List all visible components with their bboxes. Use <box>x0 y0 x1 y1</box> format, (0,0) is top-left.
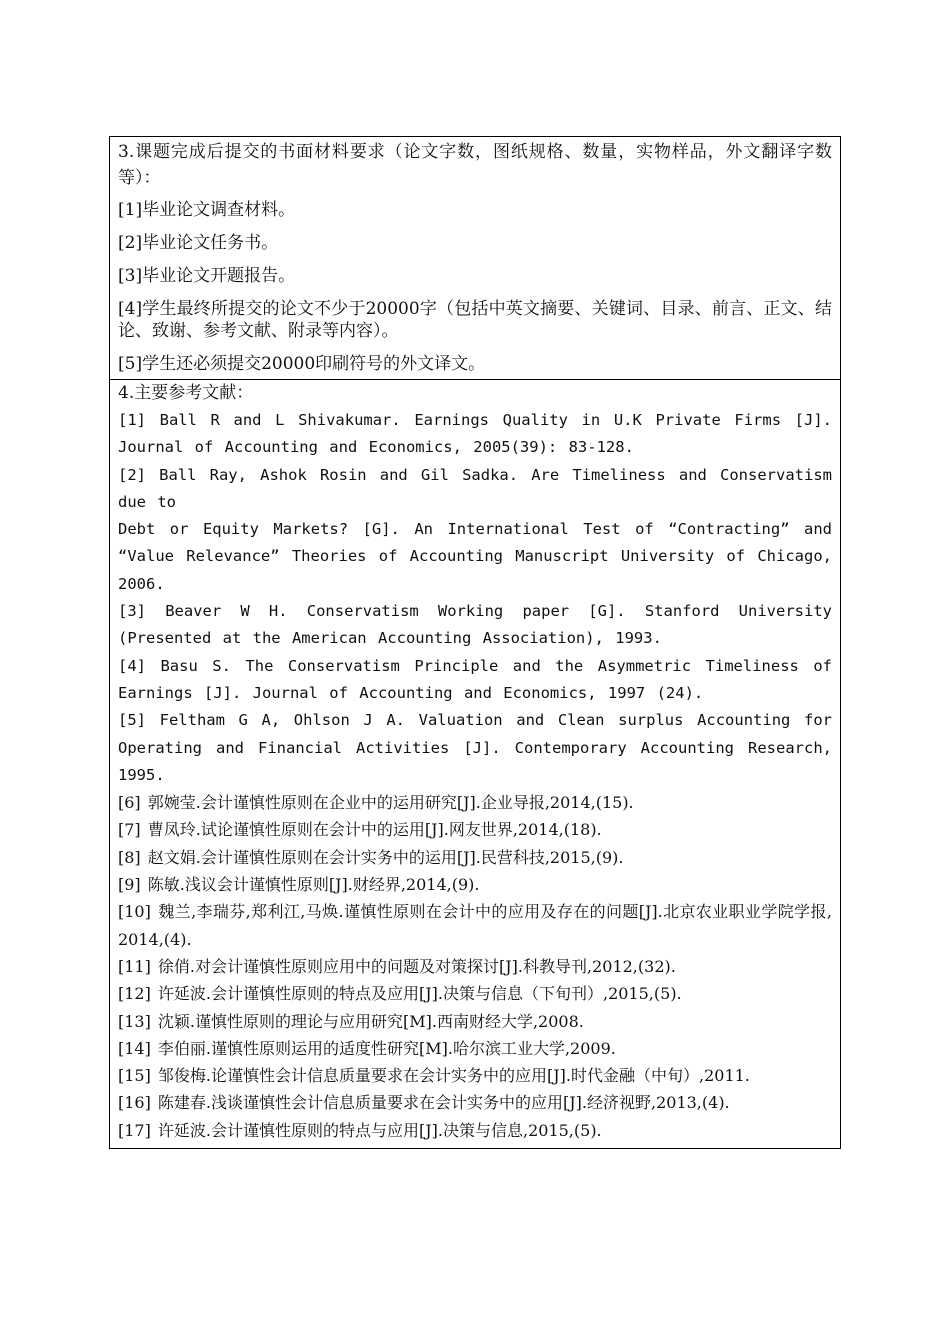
references-section <box>110 379 840 1148</box>
reference-item: Debt or Equity Markets? [G]. An International Test of “Contracting” and “Value Relevance” Theories of Accounting Manuscript University of Chicago, 2006. <box>118 520 832 593</box>
references-title: 4.主要参考文献： <box>118 383 254 403</box>
reference-item: [9] 陈敏.浅议会计谨慎性原则[J].财经界,2014,(9). <box>118 875 480 895</box>
requirement-item: [5]学生还必须提交20000印刷符号的外文译文。 <box>118 354 486 374</box>
reference-item: [6] 郭婉莹.会计谨慎性原则在企业中的运用研究[J].企业导报,2014,(15). <box>118 793 634 813</box>
reference-item: [7] 曹凤玲.试论谨慎性原则在会计中的运用[J].网友世界,2014,(18). <box>118 820 602 840</box>
form-table <box>109 136 841 1149</box>
reference-item: [4] Basu S. The Conservatism Principle and the Asymmetric Timeliness of Earnings [J]. Journal of Accounting and Economics, 1997 (24). <box>118 656 832 702</box>
reference-item: [14] 李伯丽.谨慎性原则运用的适度性研究[M].哈尔滨工业大学,2009. <box>118 1038 616 1058</box>
requirement-item: [3]毕业论文开题报告。 <box>118 266 296 286</box>
reference-item: [12] 许延波.会计谨慎性原则的特点及应用[J].决策与信息（下旬刊）,2015,(5). <box>118 984 682 1004</box>
reference-item: [17] 许延波.会计谨慎性原则的特点与应用[J].决策与信息,2015,(5). <box>118 1120 602 1140</box>
reference-item: [11] 徐俏.对会计谨慎性原则应用中的问题及对策探讨[J].科教导刊,2012,(32). <box>118 956 676 976</box>
reference-item: [2] Ball Ray, Ashok Rosin and Gil Sadka. Are Timeliness and Conservatism due to <box>118 465 832 511</box>
requirement-item: [1]毕业论文调查材料。 <box>118 200 296 220</box>
reference-item: [3] Beaver W H. Conservatism Working paper [G]. Stanford University (Presented at the American Accounting Association), 1993. <box>118 602 832 648</box>
requirement-item: [2]毕业论文任务书。 <box>118 233 279 253</box>
reference-item: [1] Ball R and L Shivakumar. Earnings Quality in U.K Private Firms [J]. Journal of Accounting and Economics, 2005(39): 83-128. <box>118 411 832 457</box>
reference-item: [13] 沈颖.谨慎性原则的理论与应用研究[M].西南财经大学,2008. <box>118 1011 584 1031</box>
requirements-title: 3.课题完成后提交的书面材料要求（论文字数，图纸规格、数量，实物样品，外文翻译字数等）： <box>118 142 832 188</box>
requirement-item: [4]学生最终所提交的论文不少于20000字（包括中英文摘要、关键词、目录、前言、正文、结论、致谢、参考文献、附录等内容）。 <box>118 299 832 341</box>
reference-item: [16] 陈建春.浅谈谨慎性会计信息质量要求在会计实务中的应用[J].经济视野,2013,(4). <box>118 1093 730 1113</box>
requirements-section <box>110 137 840 379</box>
reference-item: [10] 魏兰,李瑞芬,郑利江,马焕.谨慎性原则在会计中的应用及存在的问题[J].北京农业职业学院学报, 2014,(4). <box>118 902 832 949</box>
reference-item: [15] 邹俊梅.论谨慎性会计信息质量要求在会计实务中的应用[J].时代金融（中旬）,2011. <box>118 1066 750 1086</box>
reference-item: [5] Feltham G A, Ohlson J A. Valuation and Clean surplus Accounting for Operating and Financial Activities [J]. Contemporary Accounting Research, 1995. <box>118 711 832 784</box>
reference-item: [8] 赵文娟.会计谨慎性原则在会计实务中的运用[J].民营科技,2015,(9). <box>118 847 624 867</box>
